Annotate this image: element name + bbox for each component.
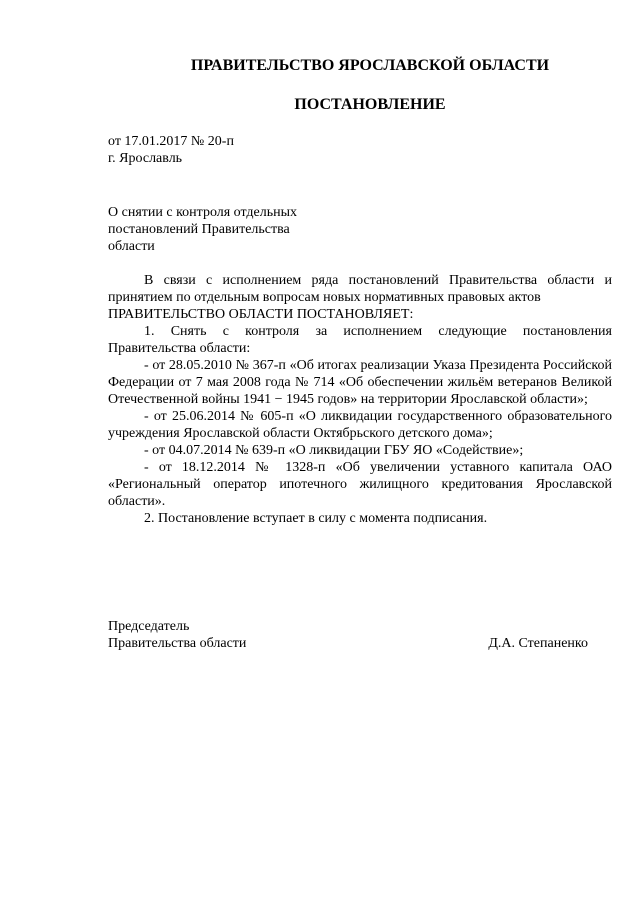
document-type-title: ПОСТАНОВЛЕНИЕ	[294, 96, 446, 113]
intro-paragraph: В связи с исполнением ряда постановлений Правительства области и принятием по отдельным вопросам новых нормативных правовых актов	[108, 273, 612, 305]
signatory-title-1: Председатель	[108, 619, 190, 634]
subject-line-1: О снятии с контроля отдельных	[108, 205, 298, 220]
signatory-name: Д.А. Степаненко	[488, 636, 588, 651]
list-item: - от 04.07.2014 № 639-п «О ликвидации ГБУ ЯО «Содействие»;	[144, 443, 524, 458]
list-item: - от 18.12.2014 № 1328-п «Об увеличении уставного капитала ОАО «Региональный оператор ипотечного жилищного кредитования Ярославской области».	[108, 460, 612, 509]
document-body	[108, 272, 612, 527]
point-1: 1. Снять с контроля за исполнением следующие постановления Правительства области:	[108, 324, 612, 356]
resolution-statement: ПРАВИТЕЛЬСТВО ОБЛАСТИ ПОСТАНОВЛЯЕТ:	[108, 307, 414, 322]
list-item: - от 25.06.2014 № 605-п «О ликвидации государственного образовательного учреждения Ярославской области Октябрьского детского дома»;	[108, 409, 612, 441]
signatory-title-2: Правительства области	[108, 636, 247, 651]
document-meta	[108, 133, 234, 167]
date-number: от 17.01.2017 № 20-п	[108, 134, 234, 149]
organization-title: ПРАВИТЕЛЬСТВО ЯРОСЛАВСКОЙ ОБЛАСТИ	[190, 57, 550, 74]
subject-line-3: области	[108, 239, 155, 254]
point-2: 2. Постановление вступает в силу с момента подписания.	[144, 511, 488, 526]
signature-block	[108, 618, 588, 652]
subject-line-2: постановлений Правительства	[108, 222, 290, 237]
city: г. Ярославль	[108, 151, 183, 166]
list-item: - от 28.05.2010 № 367-п «Об итогах реализации Указа Президента Российской Федерации от 7 мая 2008 года № 714 «Об обеспечении жильём ветеранов Великой Отечественной войны 1941 − 1945 годов» на территории Ярославской области»;	[108, 358, 612, 407]
document-subject	[108, 204, 297, 255]
